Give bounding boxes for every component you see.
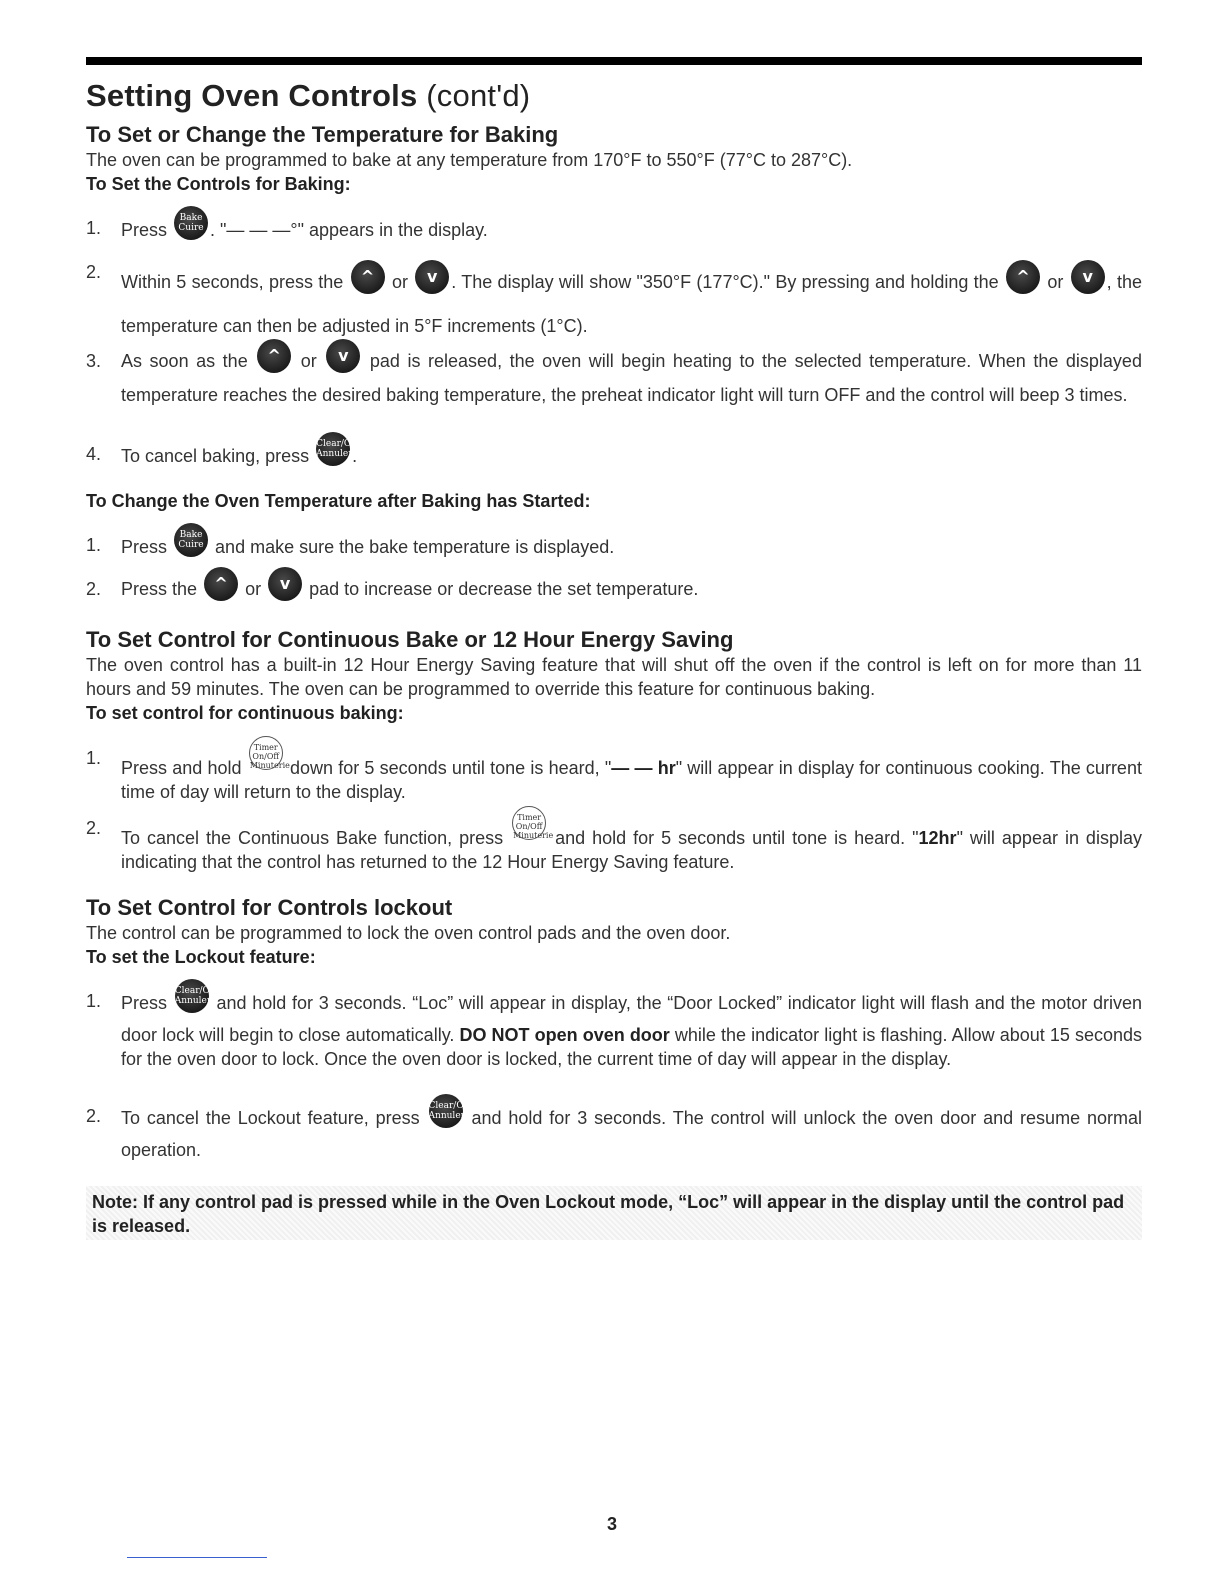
page-title: Setting Oven Controls (cont'd) [86,78,531,113]
timer-pad-icon: Timer On/Off Minuterie [512,806,546,840]
page-number: 3 [606,1514,617,1534]
lockout-intro: The control can be programmed to lock the oven control pads and the oven door. [86,923,731,943]
bake-pad-icon: Bake Cuire [174,206,208,240]
change-temp-section [86,489,1142,513]
down-arrow-pad-icon: v [415,260,449,294]
lockout-heading: To Set Control for Controls lockout [86,895,453,920]
baking-section [86,122,1142,196]
continuous-subheading: To set control for continuous baking: [86,703,404,723]
list-item: 1. Press Bake Cuire and make sure the bake temperature is displayed. [86,533,1142,567]
clear-off-pad-icon: Clear/Off Annuler [429,1094,463,1128]
down-arrow-pad-icon: v [268,567,302,601]
clear-off-pad-icon: Clear/Off Annuler [175,979,209,1013]
change-temp-subheading: To Change the Oven Temperature after Baking has Started: [86,491,591,511]
list-item: 2. Within 5 seconds, press the ^ or v . The display will show "350°F (177°C)." By pressing and holding the ^ or v , the temperature can then be adjusted in 5°F increments (1°C). [86,262,1142,336]
continuous-intro: The oven control has a built-in 12 Hour Energy Saving feature that will shut off the oven if the control is left on for more than 11 hours and 59 minutes. The oven can be programmed to override this feature for continuous baking. [86,655,1142,699]
bake-pad-icon: Bake Cuire [174,523,208,557]
continuous-section [86,627,1142,725]
list-item: 3. As soon as the ^ or v pad is released, the oven will begin heating to the selected temperature. When the displayed temperature reaches the desired baking temperature, the preheat indicator light will turn OFF and the control will beep 3 times. [86,349,1142,407]
lockout-subheading: To set the Lockout feature: [86,947,316,967]
baking-heading: To Set or Change the Temperature for Baking [86,122,559,147]
list-item: 2. To cancel the Lockout feature, press Clear/Off Annuler and hold for 3 seconds. The control will unlock the oven door and resume normal operation. [86,1104,1142,1162]
list-item: 4. To cancel baking, press Clear/Off Annuler. [86,442,1142,476]
up-arrow-pad-icon: ^ [257,339,291,373]
list-item: 2. To cancel the Continuous Bake function, press Timer On/Off Minuterie and hold for 5 seconds until tone is heard. "12hr" will appear in display indicating that the control has returned to the 12 Hour Energy Saving feature. [86,816,1142,874]
lockout-section [86,895,1142,969]
baking-intro: The oven can be programmed to bake at any temperature from 170°F to 550°F (77°C to 287°C). [86,150,853,170]
footer-divider [127,1557,267,1558]
timer-pad-icon: Timer On/Off Minuterie [249,736,283,770]
baking-subheading: To Set the Controls for Baking: [86,174,351,194]
down-arrow-pad-icon: v [1071,260,1105,294]
list-item: 1. Press Bake Cuire . "— — —°" appears in the display. [86,216,1142,250]
up-arrow-pad-icon: ^ [351,260,385,294]
list-item: 2. Press the ^ or v pad to increase or decrease the set temperature. [86,577,1142,611]
lockout-note: Note: If any control pad is pressed while in the Oven Lockout mode, “Loc” will appear in the display until the control pad is released. [86,1186,1142,1240]
top-rule [86,57,1142,65]
list-item: 1. Press Clear/Off Annuler and hold for 3 seconds. “Loc” will appear in display, the “Door Locked” indicator light will flash and the motor driven door lock will begin to close automatically. DO NOT open oven door while the indicator light is flashing. Allow about 15 seconds for the oven door to lock. Once the oven door is locked, the current time of day will appear in the display. [86,989,1142,1071]
continuous-heading: To Set Control for Continuous Bake or 12 Hour Energy Saving [86,627,734,652]
up-arrow-pad-icon: ^ [1006,260,1040,294]
up-arrow-pad-icon: ^ [204,567,238,601]
clear-off-pad-icon: Clear/Off Annuler [316,432,350,466]
list-item: 1. Press and hold Timer On/Off Minuterie down for 5 seconds until tone is heard, "— — hr" will appear in display for continuous cooking. The current time of day will return to the display. [86,746,1142,804]
down-arrow-pad-icon: v [326,339,360,373]
